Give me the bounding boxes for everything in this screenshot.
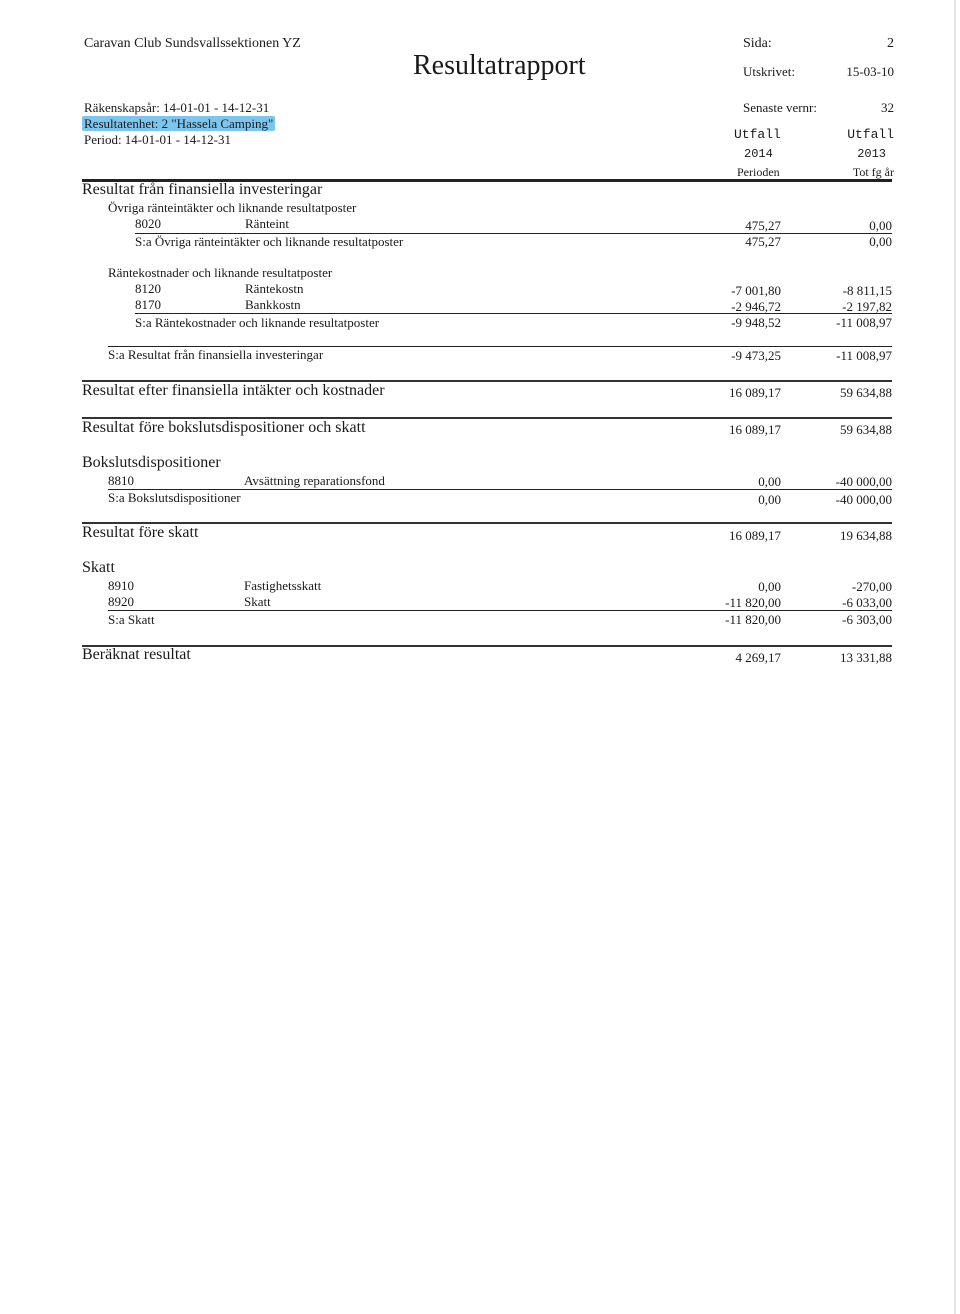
section-title-skatt: Skatt <box>82 559 115 576</box>
account-name: Fastighetsskatt <box>244 578 322 593</box>
value-period: -7 001,80 <box>731 283 781 298</box>
col2-type-header: Utfall <box>847 127 894 142</box>
total-label: Resultat före bokslutsdispositioner och skatt <box>82 419 366 436</box>
value-period: 475,27 <box>745 218 781 233</box>
total-label: Resultat före skatt <box>82 524 199 541</box>
col1-type-header: Utfall <box>734 127 781 142</box>
account-code: 8170 <box>135 297 161 312</box>
total-value-prev-year: 19 634,88 <box>840 528 892 543</box>
printed-date: 15-03-10 <box>846 64 894 79</box>
sum-label: S:a Räntekostnader och liknande resultatposter <box>135 315 380 330</box>
col1-sub-header: Perioden <box>737 165 780 179</box>
value-prev-year: -8 811,15 <box>842 283 892 298</box>
total-label: Resultat efter finansiella intäkter och kostnader <box>82 382 385 399</box>
account-name: Ränteint <box>245 216 290 231</box>
sum-value-prev-year: 0,00 <box>869 234 892 249</box>
section-title-boks: Bokslutsdispositioner <box>82 454 221 471</box>
col2-sub-header: Tot fg år <box>852 165 894 179</box>
version-number: 32 <box>881 100 894 115</box>
sum-value-period: -9 473,25 <box>731 348 781 363</box>
page-number: 2 <box>887 36 894 51</box>
account-name: Avsättning reparationsfond <box>244 473 385 488</box>
page-edge-shadow <box>954 0 956 1314</box>
period: Period: 14-01-01 - 14-12-31 <box>84 132 231 147</box>
sum-value-period: -11 820,00 <box>725 612 781 627</box>
total-value-period: 16 089,17 <box>729 385 781 400</box>
value-prev-year: -6 033,00 <box>842 595 892 610</box>
value-period: 0,00 <box>758 474 781 489</box>
sum-label: S:a Skatt <box>108 612 155 627</box>
sum-label: S:a Övriga ränteintäkter och liknande resultatposter <box>135 234 404 249</box>
col2-year-header: 2013 <box>857 147 886 161</box>
sum-value-prev-year: -6 303,00 <box>842 612 892 627</box>
final-result-prev-year: 13 331,88 <box>840 650 892 665</box>
company-name: Caravan Club Sundsvallssektionen YZ <box>84 36 301 51</box>
subsection-title-ovriga: Övriga ränteintäkter och liknande resultatposter <box>108 200 357 215</box>
value-prev-year: -270,00 <box>851 579 892 594</box>
col1-year-header: 2014 <box>744 147 773 161</box>
section-title-fin: Resultat från finansiella investeringar <box>82 181 323 198</box>
account-code: 8020 <box>135 216 161 231</box>
value-prev-year: -40 000,00 <box>835 474 892 489</box>
fiscal-year: Räkenskapsår: 14-01-01 - 14-12-31 <box>84 100 270 115</box>
value-period: -11 820,00 <box>725 595 781 610</box>
sum-label: S:a Resultat från finansiella investeringar <box>108 347 324 362</box>
section-rule <box>82 522 892 524</box>
value-prev-year: 0,00 <box>869 218 892 233</box>
total-value-period: 16 089,17 <box>729 422 781 437</box>
account-code: 8810 <box>108 473 134 488</box>
row-rule <box>108 610 892 611</box>
sum-value-period: 0,00 <box>758 492 781 507</box>
sum-value-prev-year: -40 000,00 <box>835 492 892 507</box>
sum-value-prev-year: -11 008,97 <box>836 348 892 363</box>
value-period: -2 946,72 <box>731 299 781 314</box>
row-rule <box>135 313 892 314</box>
report-title: Resultatrapport <box>413 50 586 81</box>
account-code: 8910 <box>108 578 134 593</box>
page-label: Sida: <box>743 36 772 51</box>
subsection-title-rante: Räntekostnader och liknande resultatposter <box>108 265 333 280</box>
total-value-prev-year: 59 634,88 <box>840 422 892 437</box>
final-result-period: 4 269,17 <box>735 650 781 665</box>
total-value-prev-year: 59 634,88 <box>840 385 892 400</box>
value-prev-year: -2 197,82 <box>842 299 892 314</box>
account-name: Bankkostn <box>245 297 301 312</box>
final-result-label: Beräknat resultat <box>82 646 191 663</box>
total-value-period: 16 089,17 <box>729 528 781 543</box>
account-code: 8120 <box>135 281 161 296</box>
sum-label: S:a Bokslutsdispositioner <box>108 490 241 505</box>
sum-value-period: 475,27 <box>745 234 781 249</box>
sum-value-prev-year: -11 008,97 <box>836 315 892 330</box>
value-period: 0,00 <box>758 579 781 594</box>
printed-label: Utskrivet: <box>743 64 795 79</box>
result-unit-highlighted: Resultatenhet: 2 "Hassela Camping" <box>84 116 274 131</box>
section-rule <box>82 645 892 647</box>
account-name: Räntekostn <box>245 281 304 296</box>
version-label: Senaste vernr: <box>743 100 818 115</box>
sum-value-period: -9 948,52 <box>731 315 781 330</box>
account-code: 8920 <box>108 594 134 609</box>
account-name: Skatt <box>244 594 271 609</box>
